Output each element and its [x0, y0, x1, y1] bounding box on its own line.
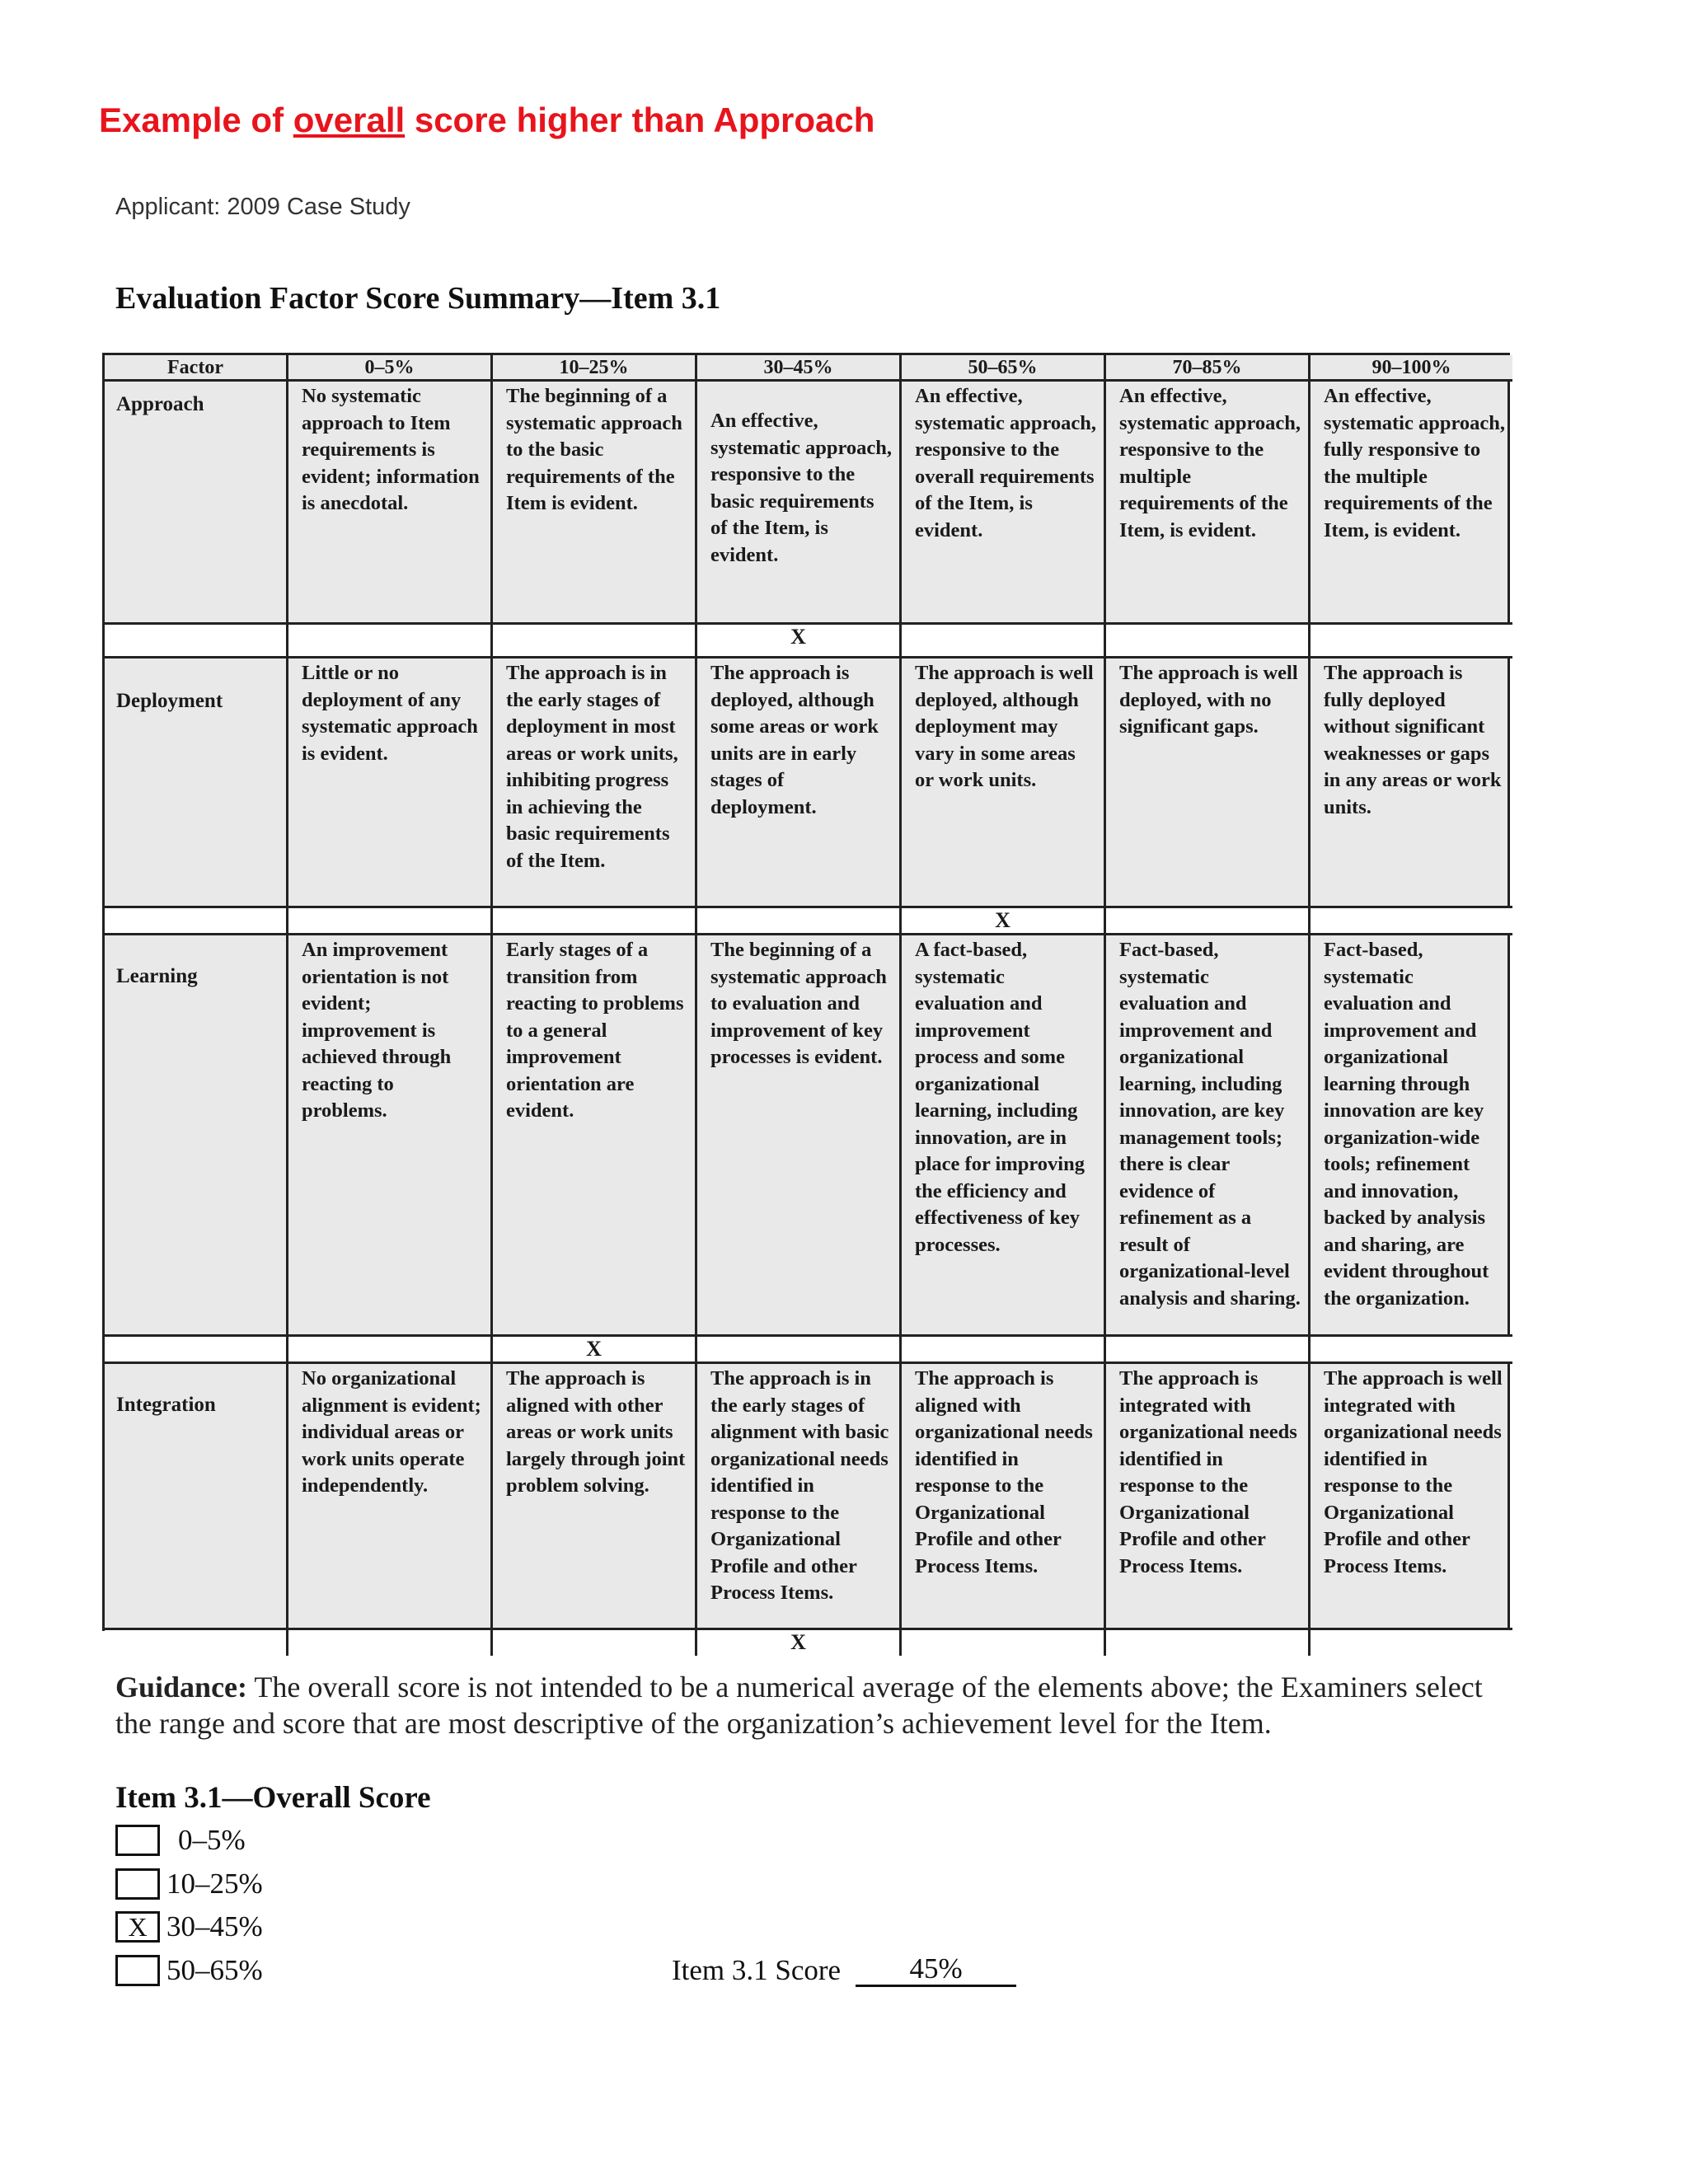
- table-title: Evaluation Factor Score Summary—Item 3.1: [115, 281, 721, 316]
- learning-mark-50-65[interactable]: [899, 1334, 1104, 1364]
- item-score-value[interactable]: 45%: [856, 1953, 1016, 1987]
- item-score-line: [672, 1953, 1016, 1987]
- checkbox-30-45[interactable]: X: [115, 1911, 160, 1943]
- checkbox-0-5[interactable]: [115, 1825, 160, 1856]
- deployment-desc-0-5: Little or no deployment of any systematic approach is evident.: [286, 658, 490, 906]
- guidance-text: The overall score is not intended to be a numerical average of the elements above; the Examiners select the range and score that are most descriptive of the organization’s achievement level for the Item.: [115, 1671, 1483, 1740]
- factor-column-header: Factor: [105, 355, 286, 382]
- integration-desc-30-45: The approach is in the early stages of alignment with basic organizational needs identified in response to the Organizational Profile and other Process Items.: [695, 1364, 899, 1628]
- learning-mark-0-5[interactable]: [286, 1334, 490, 1364]
- approach-desc-0-5: No systematic approach to Item requirements is evident; information is anecdotal.: [286, 382, 490, 622]
- integration-desc-70-85: The approach is integrated with organizational needs identified in response to the Organizational Profile and other Process Items.: [1104, 1364, 1308, 1628]
- learning-mark-30-45[interactable]: [695, 1334, 899, 1364]
- deployment-desc-50-65: The approach is well deployed, although deployment may vary in some areas or work units.: [899, 658, 1104, 906]
- integration-mark-spacer: [105, 1628, 286, 1656]
- column-header-30-45: 30–45%: [695, 355, 899, 382]
- column-header-50-65: 50–65%: [899, 355, 1104, 382]
- integration-mark-70-85[interactable]: [1104, 1628, 1308, 1656]
- column-header-70-85: 70–85%: [1104, 355, 1308, 382]
- option-label-50-65: 50–65%: [166, 1954, 263, 1986]
- applicant-line: Applicant: 2009 Case Study: [115, 194, 410, 220]
- column-header-0-5: 0–5%: [286, 355, 490, 382]
- guidance-label: Guidance:: [115, 1671, 248, 1704]
- factor-name-learning: Learning: [116, 965, 198, 987]
- overall-score-title: Item 3.1—Overall Score: [115, 1781, 431, 1815]
- column-header-90-100: 90–100%: [1308, 355, 1512, 382]
- learning-desc-30-45: The beginning of a systematic approach to evaluation and improvement of key processes is evident.: [695, 935, 899, 1334]
- learning-mark-spacer: [105, 1334, 286, 1364]
- deployment-desc-90-100: The approach is fully deployed without significant weaknesses or gaps in any areas or work units.: [1308, 658, 1512, 906]
- deployment-mark-30-45[interactable]: [695, 906, 899, 935]
- score-summary-table: [102, 353, 1510, 1654]
- guidance-paragraph: [115, 1669, 1500, 1741]
- heading-suffix: score higher than Approach: [405, 101, 875, 139]
- approach-mark-10-25[interactable]: [490, 622, 695, 658]
- checkbox-10-25[interactable]: [115, 1868, 160, 1900]
- heading-prefix: Example of: [99, 101, 293, 139]
- option-label-10-25: 10–25%: [166, 1868, 263, 1900]
- deployment-desc-30-45: The approach is deployed, although some areas or work units are in early stages of deployment.: [695, 658, 899, 906]
- overall-option-10-25[interactable]: [115, 1867, 263, 1901]
- integration-mark-50-65[interactable]: [899, 1628, 1104, 1656]
- approach-desc-50-65: An effective, systematic approach, responsive to the overall requirements of the Item, is evident.: [899, 382, 1104, 622]
- integration-desc-50-65: The approach is aligned with organizational needs identified in response to the Organizational Profile and other Process Items.: [899, 1364, 1104, 1628]
- heading-underlined-word: overall: [293, 101, 406, 139]
- integration-mark-90-100[interactable]: [1308, 1628, 1512, 1656]
- integration-desc-0-5: No organizational alignment is evident; individual areas or work units operate independently.: [286, 1364, 490, 1628]
- approach-mark-90-100[interactable]: [1308, 622, 1512, 658]
- integration-mark-10-25[interactable]: [490, 1628, 695, 1656]
- checkbox-50-65[interactable]: [115, 1955, 160, 1986]
- learning-desc-70-85: Fact-based, systematic evaluation and improvement and organizational learning, including innovation, are key management tools; there is clear evidence of refinement as a result of organizational-level analysis and sharing.: [1104, 935, 1308, 1334]
- learning-desc-50-65: A fact-based, systematic evaluation and improvement process and some organizational learning, including innovation, are in place for improving the efficiency and effectiveness of key processes.: [899, 935, 1104, 1334]
- deployment-mark-0-5[interactable]: [286, 906, 490, 935]
- deployment-desc-10-25: The approach is in the early stages of deployment in most areas or work units, inhibiting progress in achieving the basic requirements of the Item.: [490, 658, 695, 906]
- learning-desc-10-25: Early stages of a transition from reacting to problems to a general improvement orientation are evident.: [490, 935, 695, 1334]
- overall-option-50-65[interactable]: [115, 1953, 263, 1988]
- learning-desc-90-100: Fact-based, systematic evaluation and improvement and organizational learning through innovation are key organization-wide tools; refinement and innovation, backed by analysis and sharing, are evident throughout the organization.: [1308, 935, 1512, 1334]
- approach-desc-30-45: An effective, systematic approach, responsive to the basic requirements of the Item, is evident.: [695, 382, 899, 622]
- learning-desc-0-5: An improvement orientation is not evident; improvement is achieved through reacting to problems.: [286, 935, 490, 1334]
- deployment-mark-70-85[interactable]: [1104, 906, 1308, 935]
- approach-desc-10-25: The beginning of a systematic approach to the basic requirements of the Item is evident.: [490, 382, 695, 622]
- option-label-0-5: 0–5%: [178, 1824, 246, 1856]
- item-score-label: Item 3.1 Score: [672, 1954, 842, 1986]
- learning-mark-70-85[interactable]: [1104, 1334, 1308, 1364]
- integration-mark-0-5[interactable]: [286, 1628, 490, 1656]
- approach-mark-0-5[interactable]: [286, 622, 490, 658]
- learning-mark-10-25[interactable]: X: [490, 1334, 695, 1364]
- overall-option-0-5[interactable]: [115, 1823, 246, 1858]
- deployment-mark-90-100[interactable]: [1308, 906, 1512, 935]
- deployment-mark-50-65[interactable]: X: [899, 906, 1104, 935]
- integration-mark-30-45[interactable]: X: [695, 1628, 899, 1656]
- deployment-mark-10-25[interactable]: [490, 906, 695, 935]
- deployment-mark-spacer: [105, 906, 286, 935]
- approach-mark-50-65[interactable]: [899, 622, 1104, 658]
- integration-desc-10-25: The approach is aligned with other areas or work units largely through joint problem solving.: [490, 1364, 695, 1628]
- approach-mark-70-85[interactable]: [1104, 622, 1308, 658]
- column-header-10-25: 10–25%: [490, 355, 695, 382]
- approach-desc-90-100: An effective, systematic approach, fully responsive to the multiple requirements of the Item, is evident.: [1308, 382, 1512, 622]
- learning-mark-90-100[interactable]: [1308, 1334, 1512, 1364]
- factor-name-deployment: Deployment: [116, 690, 223, 712]
- approach-mark-spacer: [105, 622, 286, 658]
- deployment-desc-70-85: The approach is well deployed, with no significant gaps.: [1104, 658, 1308, 906]
- overall-option-30-45[interactable]: [115, 1910, 263, 1944]
- factor-name-approach: Approach: [116, 393, 204, 415]
- integration-desc-90-100: The approach is well integrated with organizational needs identified in response to the Organizational Profile and other Process Items.: [1308, 1364, 1512, 1628]
- factor-name-integration: Integration: [116, 1394, 216, 1416]
- approach-mark-30-45[interactable]: X: [695, 622, 899, 658]
- option-label-30-45: 30–45%: [166, 1910, 263, 1943]
- approach-desc-70-85: An effective, systematic approach, responsive to the multiple requirements of the Item, is evident.: [1104, 382, 1308, 622]
- page-heading: [99, 101, 874, 140]
